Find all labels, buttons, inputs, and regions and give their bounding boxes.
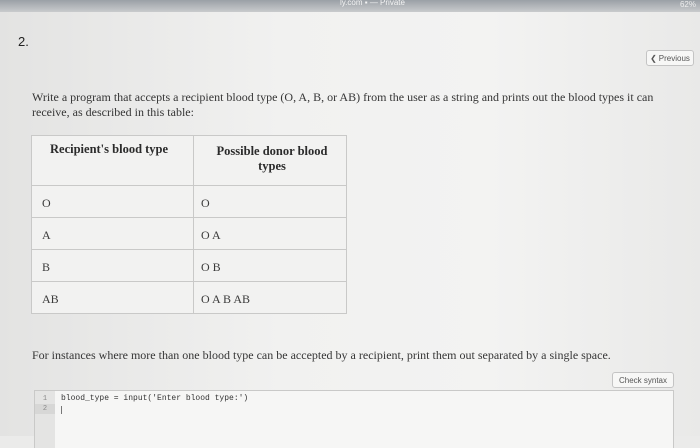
donor-cell: O B — [194, 250, 347, 282]
table-row — [32, 186, 347, 218]
table-row — [32, 218, 347, 250]
line-number: 2 — [35, 404, 55, 414]
chevron-left-icon: ❮ — [650, 53, 657, 63]
table-row — [32, 282, 347, 314]
donor-cell: O A B AB — [194, 282, 347, 314]
question-prompt: Write a program that accepts a recipient blood type (O, A, B, or AB) from the user as a string and prints out the blood types it can receive, as described in this table: — [32, 90, 654, 119]
recipient-cell: AB — [32, 282, 194, 314]
line-number: 1 — [42, 395, 48, 403]
question-number: 2. — [18, 34, 29, 49]
header-donor: Possible donor blood types — [194, 136, 347, 186]
donor-cell: O A — [194, 218, 347, 250]
battery-indicator: 62% — [679, 0, 696, 9]
code-line[interactable]: blood_type = input('Enter blood type:') — [61, 394, 249, 403]
recipient-cell: O — [32, 186, 194, 218]
previous-label: Previous — [658, 53, 690, 63]
table-row — [32, 250, 347, 282]
previous-button[interactable] — [646, 50, 694, 66]
blood-type-table — [31, 135, 347, 314]
question-page — [0, 12, 700, 436]
check-syntax-button[interactable]: Check syntax — [612, 372, 674, 388]
text-cursor — [61, 406, 62, 414]
url-fragment: ly.com ▪ — Private — [340, 0, 405, 7]
recipient-cell: A — [32, 218, 194, 250]
instruction-note: For instances where more than one blood type can be accepted by a recipient, print them out separated by a single space. — [32, 348, 611, 362]
header-recipient: Recipient's blood type — [32, 136, 194, 186]
recipient-cell: B — [32, 250, 194, 282]
table-header-row — [32, 136, 347, 186]
donor-cell: O — [194, 186, 347, 218]
line-number-gutter — [35, 391, 55, 448]
code-editor[interactable] — [34, 390, 674, 448]
browser-top-bar — [0, 0, 700, 12]
